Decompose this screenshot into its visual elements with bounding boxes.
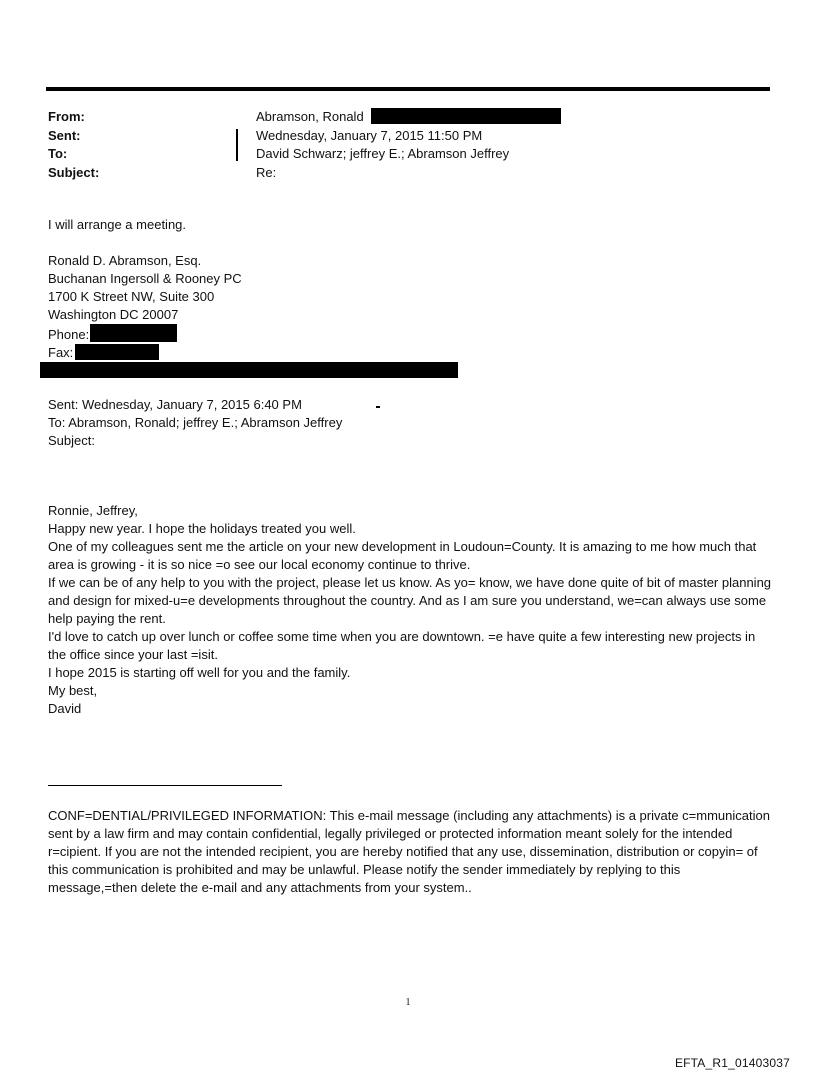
signature-block bbox=[48, 252, 242, 362]
message-line: David bbox=[48, 701, 82, 716]
phone-label: Phone: bbox=[48, 327, 90, 342]
signature-phone-row bbox=[48, 324, 242, 344]
header-labels bbox=[48, 108, 99, 182]
sent-label: Sent: bbox=[48, 127, 81, 143]
header-values bbox=[256, 108, 561, 182]
quoted-subject: Subject: bbox=[48, 433, 95, 448]
message-line: If we can be of any help to you with the project, please let us know. As yo= know, we have done quite of bit of master planning and design for mixed-u=e developments throughout the country. And as I am sure you understand, we=can always use some help paying the rent. bbox=[48, 575, 772, 626]
page-number: 1 bbox=[405, 997, 411, 1008]
fax-label: Fax: bbox=[48, 345, 74, 360]
message-line: I hope 2015 is starting off well for you and the family. bbox=[48, 665, 351, 680]
to-label: To: bbox=[48, 146, 68, 161]
text-cursor-mark bbox=[236, 129, 238, 161]
quoted-sent: Sent: Wednesday, January 7, 2015 6:40 PM bbox=[48, 397, 302, 412]
subject-label: Subject: bbox=[48, 164, 100, 180]
signature-address-line2: Washington DC 20007 bbox=[48, 307, 179, 322]
original-from-redaction bbox=[40, 362, 458, 378]
from-email-redaction bbox=[371, 108, 561, 124]
message-line: My best, bbox=[48, 683, 98, 698]
message-body bbox=[48, 502, 772, 718]
message-line: I'd love to catch up over lunch or coffee some time when you are downtown. =e have quite a few interesting new projects in the office since your last =isit. bbox=[48, 629, 756, 662]
signature-address-line1: 1700 K Street NW, Suite 300 bbox=[48, 289, 215, 304]
phone-redaction bbox=[90, 324, 177, 342]
to-value: David Schwarz; jeffrey E.; Abramson Jeffrey bbox=[256, 146, 510, 161]
stray-mark bbox=[376, 406, 380, 408]
bates-number: EFTA_R1_01403037 bbox=[674, 1056, 790, 1070]
reply-body: I will arrange a meeting. bbox=[48, 217, 187, 232]
message-line: Happy new year. I hope the holidays treated you well. bbox=[48, 521, 356, 536]
quoted-header bbox=[48, 396, 342, 450]
disclaimer-rule bbox=[48, 785, 282, 786]
sent-value: Wednesday, January 7, 2015 11:50 PM bbox=[256, 127, 483, 143]
header-rule bbox=[46, 87, 770, 91]
quoted-to: To: Abramson, Ronald; jeffrey E.; Abramson Jeffrey bbox=[48, 415, 343, 430]
subject-value: Re: bbox=[256, 164, 277, 180]
fax-redaction bbox=[75, 344, 159, 360]
from-value: Abramson, Ronald bbox=[256, 109, 364, 124]
message-line: Ronnie, Jeffrey, bbox=[48, 503, 138, 518]
from-label: From: bbox=[48, 109, 85, 124]
signature-fax-row bbox=[48, 344, 242, 362]
signature-firm: Buchanan Ingersoll & Rooney PC bbox=[48, 271, 242, 286]
from-row bbox=[256, 108, 561, 127]
confidentiality-disclaimer: CONF=DENTIAL/PRIVILEGED INFORMATION: This e-mail message (including any attachments) is a private c=mmunication sent by a law firm and may contain confidential, legally privileged or protected information meant solely for the intended r=cipient. If you are not the intended recipient, you are hereby notified that any use, dissemination, distribution or copyin= of this communication is prohibited and may be unlawful. Please notify the sender immediately by replying to this message,=then delete the e-mail and any attachments from your system.. bbox=[48, 808, 770, 895]
message-line: One of my colleagues sent me the article on your new development in Loudoun=County. It is amazing to me how much that area is growing - it is so nice =o see our local economy continue to thrive. bbox=[48, 539, 757, 572]
signature-name: Ronald D. Abramson, Esq. bbox=[48, 253, 202, 268]
